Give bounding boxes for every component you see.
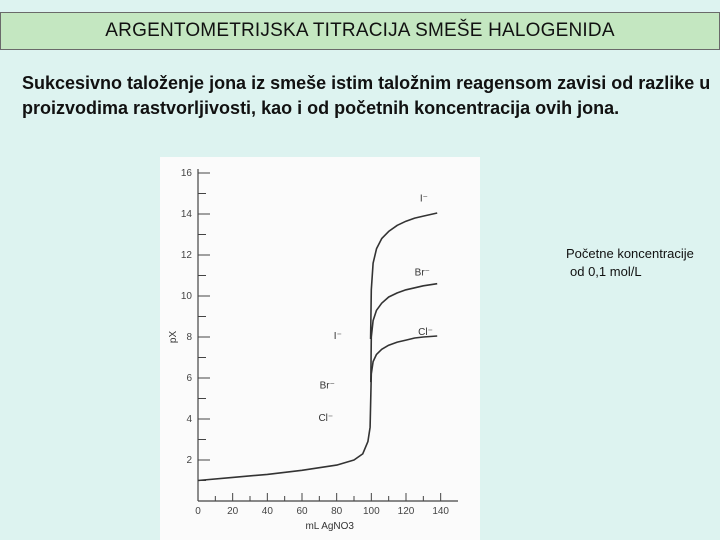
equivalence-label: Br⁻ [319,380,335,392]
y-tick-label: 12 [180,250,192,261]
x-tick-label: 100 [362,506,380,517]
y-tick-label: 8 [186,332,192,343]
lead-paragraph: Sukcesivno taloženje jona iz smeše istim taložnim reagensom zavisi od razlike u proizvodima rastvorljivosti, kao i od početnih koncentracija ovih jona. [22,73,711,118]
x-tick-label: 0 [195,506,201,517]
initial-concentration-line2: od 0,1 mol/L [570,264,642,279]
series-line [198,336,437,481]
y-tick-label: 6 [186,373,192,384]
slide-title-bar [0,12,720,50]
y-tick-label: 2 [186,455,192,466]
y-tick-label: 14 [180,209,192,220]
x-tick-label: 140 [432,506,450,517]
titration-chart-svg [160,157,480,540]
initial-concentration-line1: Početne koncentracije [566,246,694,261]
equivalence-label: I⁻ [333,331,342,343]
y-tick-label: 10 [180,291,192,302]
titration-chart [160,157,480,540]
equivalence-label: Cl⁻ [318,413,334,425]
curve-label: Br⁻ [414,267,430,279]
x-axis-title: mL AgNO3 [305,521,355,532]
curve-label: Cl⁻ [418,326,433,338]
y-tick-label: 4 [186,414,192,425]
x-tick-label: 60 [296,506,308,517]
curve-label: I⁻ [419,193,428,205]
y-axis-title: pX [168,330,179,344]
x-tick-label: 80 [331,506,343,517]
initial-concentration-note [566,245,716,281]
y-tick-label: 16 [180,168,192,179]
x-tick-label: 120 [397,506,415,517]
slide-title: ARGENTOMETRIJSKA TITRACIJA SMEŠE HALOGENIDA [105,20,615,41]
x-tick-label: 40 [261,506,273,517]
x-tick-label: 20 [227,506,239,517]
